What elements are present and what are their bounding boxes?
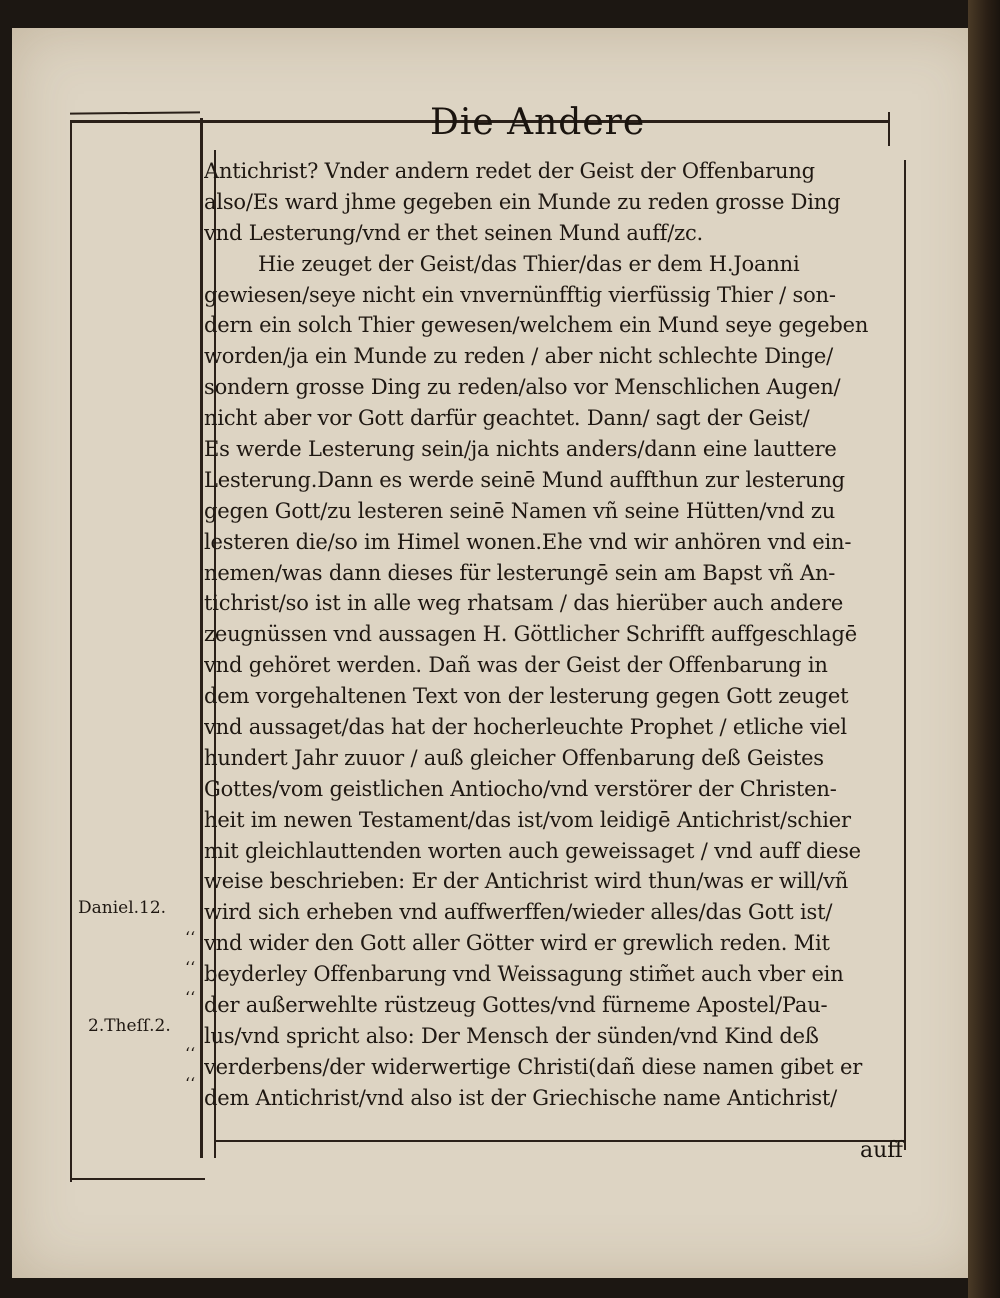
text-line: heit im newen Testament/das ist/vom leidigē Antichrist/schier bbox=[204, 807, 851, 832]
margin-note: 2.Theſſ.2. bbox=[88, 1016, 171, 1036]
text-line: weise beschrieben: Er der Antichrist wird thun/was er will/vñ bbox=[204, 869, 849, 894]
text-line: also/Es ward jhme gegeben ein Munde zu reden grosse Ding bbox=[204, 189, 841, 214]
text-line: vnd gehöret werden. Dañ was der Geist der Offenbarung in bbox=[204, 653, 828, 678]
text-line: dem vorgehaltenen Text von der lesterung gegen Gott zeuget bbox=[204, 684, 849, 709]
text-line: wird sich erheben vnd auffwerffen/wieder alles/das Gott ist/ bbox=[204, 900, 833, 925]
text-line: nemen/was dann dieses für lesterungē sein am Bapst vñ An- bbox=[204, 560, 836, 585]
quote-mark: ‘‘ bbox=[185, 928, 196, 947]
quote-mark: ‘‘ bbox=[185, 988, 196, 1007]
text-line: tichrist/so ist in alle weg rhatsam / das hierüber auch andere bbox=[204, 591, 844, 616]
running-head: Die Andere bbox=[430, 102, 646, 143]
body-text bbox=[204, 156, 904, 1114]
text-line: gewiesen/seye nicht ein vnvernünfftig vierfüssig Thier / son- bbox=[204, 282, 836, 307]
text-line: worden/ja ein Munde zu reden / aber nicht schlechte Dinge/ bbox=[204, 344, 834, 369]
quote-mark: ‘‘ bbox=[185, 1044, 196, 1063]
catchword: auff bbox=[860, 1138, 903, 1163]
text-line: vnd wider den Gott aller Götter wird er grewlich reden. Mit bbox=[204, 931, 830, 956]
footer-rule-left bbox=[70, 1178, 205, 1180]
footer-rule bbox=[214, 1140, 904, 1142]
text-line: Gottes/vom geistlichen Antiocho/vnd verstörer der Christen- bbox=[204, 776, 837, 801]
text-line: lus/vnd spricht also: Der Mensch der sünden/vnd Kind deß bbox=[204, 1023, 819, 1048]
text-line: dern ein solch Thier gewesen/welchem ein Mund seye gegeben bbox=[204, 313, 869, 338]
book-edge bbox=[968, 0, 1000, 1298]
margin-rule bbox=[70, 122, 72, 1182]
text-line: hundert Jahr zuuor / auß gleicher Offenbarung deß Geistes bbox=[204, 745, 824, 770]
text-line: Lesterung.Dann es werde seinē Mund auffthun zur lesterung bbox=[204, 467, 845, 492]
text-line: der außerwehlte rüstzeug Gottes/vnd fürneme Apostel/Pau- bbox=[204, 993, 828, 1018]
text-line: nicht aber vor Gott darfür geachtet. Dann/ sagt der Geist/ bbox=[204, 406, 810, 431]
text-line: vnd Lesterung/vnd er thet seinen Mund auff/zc. bbox=[204, 220, 703, 245]
quote-mark: ‘‘ bbox=[185, 1074, 196, 1093]
header-rule-right bbox=[888, 112, 890, 146]
text-line: gegen Gott/zu lesteren seinē Namen vñ seine Hütten/vnd zu bbox=[204, 498, 836, 523]
text-line: Hie zeuget der Geist/das Thier/das er dem H.Joanni bbox=[258, 251, 800, 276]
frame-rule-right bbox=[904, 160, 906, 1150]
text-line: verderbens/der widerwertige Christi(dañ diese namen gibet er bbox=[204, 1054, 863, 1079]
text-line: mit gleichlauttenden worten auch geweissaget / vnd auff diese bbox=[204, 838, 861, 863]
text-line: zeugnüssen vnd aussagen H. Göttlicher Schrifft auffgeschlagē bbox=[204, 622, 857, 647]
text-line: sondern grosse Ding zu reden/also vor Menschlichen Augen/ bbox=[204, 375, 841, 400]
text-line: lesteren die/so im Himel wonen.Ehe vnd wir anhören vnd ein- bbox=[204, 529, 852, 554]
text-line: beyderley Offenbarung vnd Weissagung stim̃et auch vber ein bbox=[204, 962, 844, 987]
frame-rule-left bbox=[200, 118, 203, 1158]
margin-note: Daniel.12. bbox=[78, 898, 167, 918]
text-line: Antichrist? Vnder andern redet der Geist der Offenbarung bbox=[204, 159, 815, 183]
text-line: Es werde Lesterung sein/ja nichts anders/dann eine lauttere bbox=[204, 437, 837, 462]
text-line: vnd aussaget/das hat der hocherleuchte Prophet / etliche viel bbox=[204, 715, 847, 740]
text-line: dem Antichrist/vnd also ist der Griechische name Antichrist/ bbox=[204, 1085, 838, 1110]
quote-mark: ‘‘ bbox=[185, 958, 196, 977]
